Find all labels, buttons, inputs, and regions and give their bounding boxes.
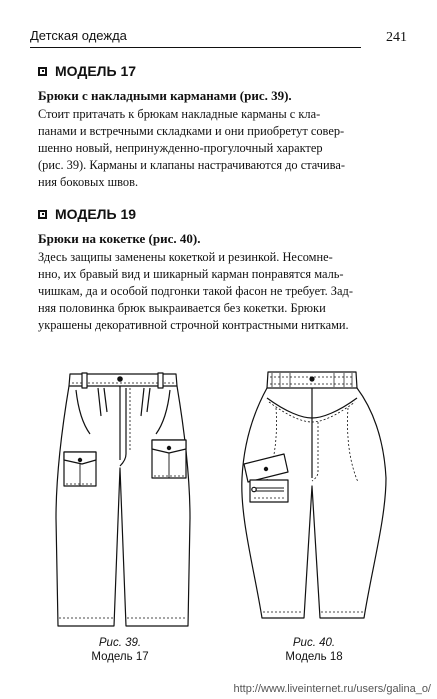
model-19-paragraph [38, 249, 399, 334]
figure-40-number: Рис. 40. [292, 637, 336, 649]
model-19-heading [38, 206, 136, 222]
paragraph-line: Стоит притачать к брюкам накладные карманы с кла- [38, 107, 321, 121]
model-17-heading-text: МОДЕЛЬ 17 [55, 63, 137, 79]
paragraph-line: панами и встречными складками и они приобретут совер- [38, 124, 345, 138]
section-title: Детская одежда [30, 28, 127, 43]
figure-40-caption [266, 636, 362, 664]
figure-39-caption [72, 636, 168, 664]
paragraph-line: ния боковых швов. [38, 175, 139, 189]
model-17-heading [38, 63, 136, 79]
model-19-heading-text: МОДЕЛЬ 19 [55, 206, 137, 222]
paragraph-line: нно, их бравый вид и шикарный карман понравятся маль- [38, 267, 344, 281]
square-bullet-icon [38, 67, 47, 76]
paragraph-line: украшены декоративной строчной контрастными нитками. [38, 318, 349, 332]
page-header [30, 28, 407, 52]
source-watermark: http://www.liveinternet.ru/users/galina_o/ [233, 683, 431, 695]
paragraph-line: Здесь защипы заменены кокеткой и резинкой. Несомне- [38, 250, 333, 264]
trousers-model-18-illustration [236, 368, 394, 624]
model-19-subheading: Брюки на кокетке (рис. 40). [38, 231, 201, 246]
page-number: 241 [386, 30, 407, 45]
figure-39-title: Модель 17 [91, 651, 149, 663]
trousers-model-17-illustration [48, 368, 198, 632]
paragraph-line: (рис. 39). Карманы и клапаны настрачиваются до стачива- [38, 158, 345, 172]
figure-40-title: Модель 18 [285, 651, 343, 663]
paragraph-line: чишкам, да и особой подгонки такой фасон не требует. Зад- [38, 284, 353, 298]
model-17-paragraph [38, 106, 399, 191]
header-rule [30, 47, 361, 48]
paragraph-line: шенно новый, непринужденно-прогулочный характер [38, 141, 323, 155]
model-17-subheading: Брюки с накладными карманами (рис. 39). [38, 88, 292, 103]
figure-39-number: Рис. 39. [98, 637, 142, 649]
square-bullet-icon [38, 210, 47, 219]
paragraph-line: няя половинка брюк выкраивается без кокетки. Брюки [38, 301, 326, 315]
